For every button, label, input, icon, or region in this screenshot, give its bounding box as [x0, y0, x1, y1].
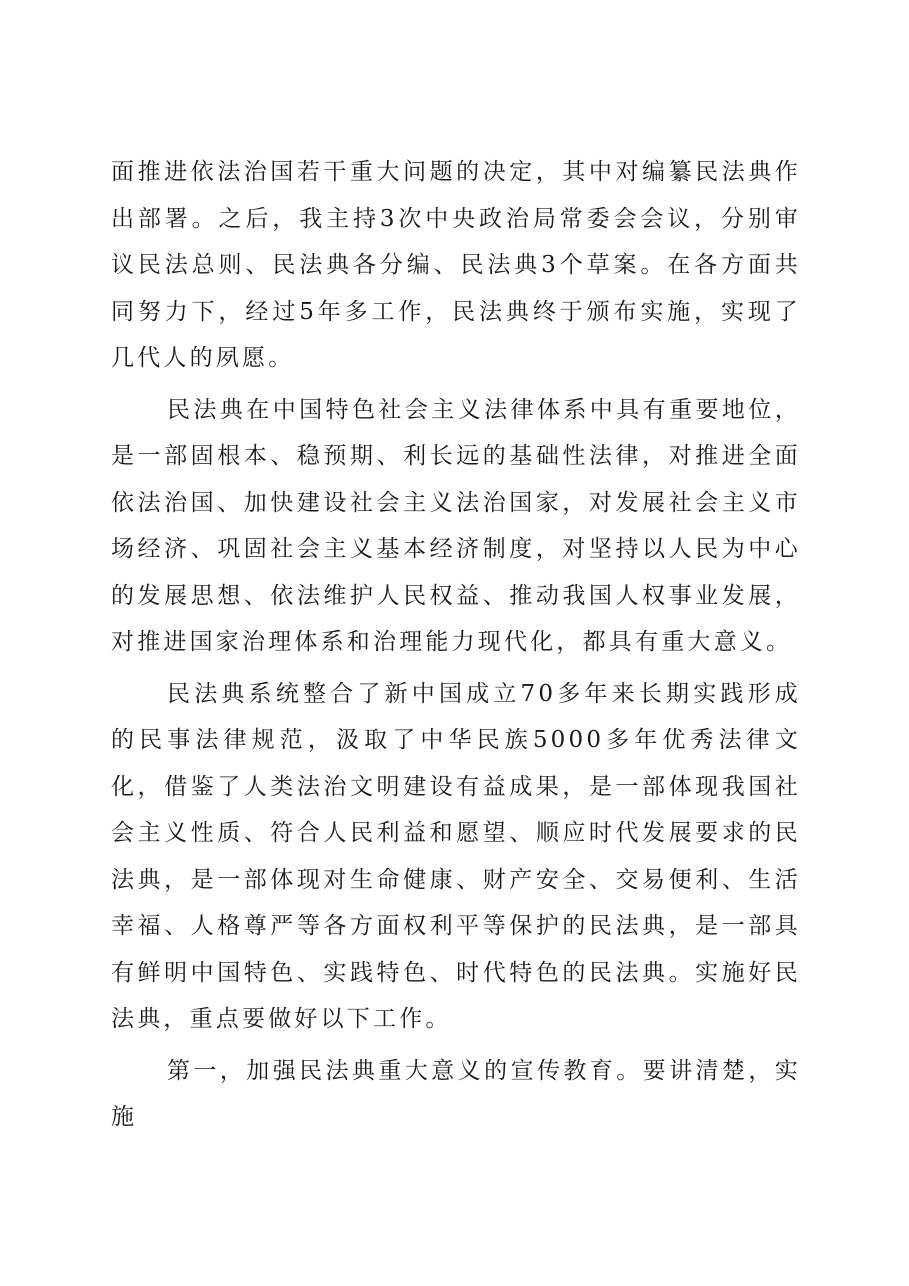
paragraph-4: 第一，加强民法典重大意义的宣传教育。要讲清楚，实施 [111, 1057, 801, 1130]
paragraph-1: 面推进依法治国若干重大问题的决定，其中对编纂民法典作出部署。之后，我主持3次中央政治局常委会会议，分别审议民法总则、民法典各分编、民法典3个草案。在各方面共同努力下，经过5年多工作，民法典终于颁布实施，实现了几代人的夙愿。 [111, 159, 801, 371]
paragraph-3: 民法典系统整合了新中国成立70多年来长期实践形成的民事法律规范，汲取了中华民族5000多年优秀法律文化，借鉴了人类法治文明建设有益成果，是一部体现我国社会主义性质、符合人民利益和愿望、顺应时代发展要求的民法典，是一部体现对生命健康、财产安全、交易便利、生活幸福、人格尊严等各方面权利平等保护的民法典，是一部具有鲜明中国特色、实践特色、时代特色的民法典。实施好民法典，重点要做好以下工作。 [111, 680, 801, 1032]
document-body [111, 149, 801, 1146]
paragraph-2: 民法典在中国特色社会主义法律体系中具有重要地位，是一部固根本、稳预期、利长远的基础性法律，对推进全面依法治国、加快建设社会主义法治国家，对发展社会主义市场经济、巩固社会主义基本经济制度，对坚持以人民为中心的发展思想、依法维护人民权益、推动我国人权事业发展，对推进国家治理体系和治理能力现代化，都具有重大意义。 [111, 396, 801, 655]
